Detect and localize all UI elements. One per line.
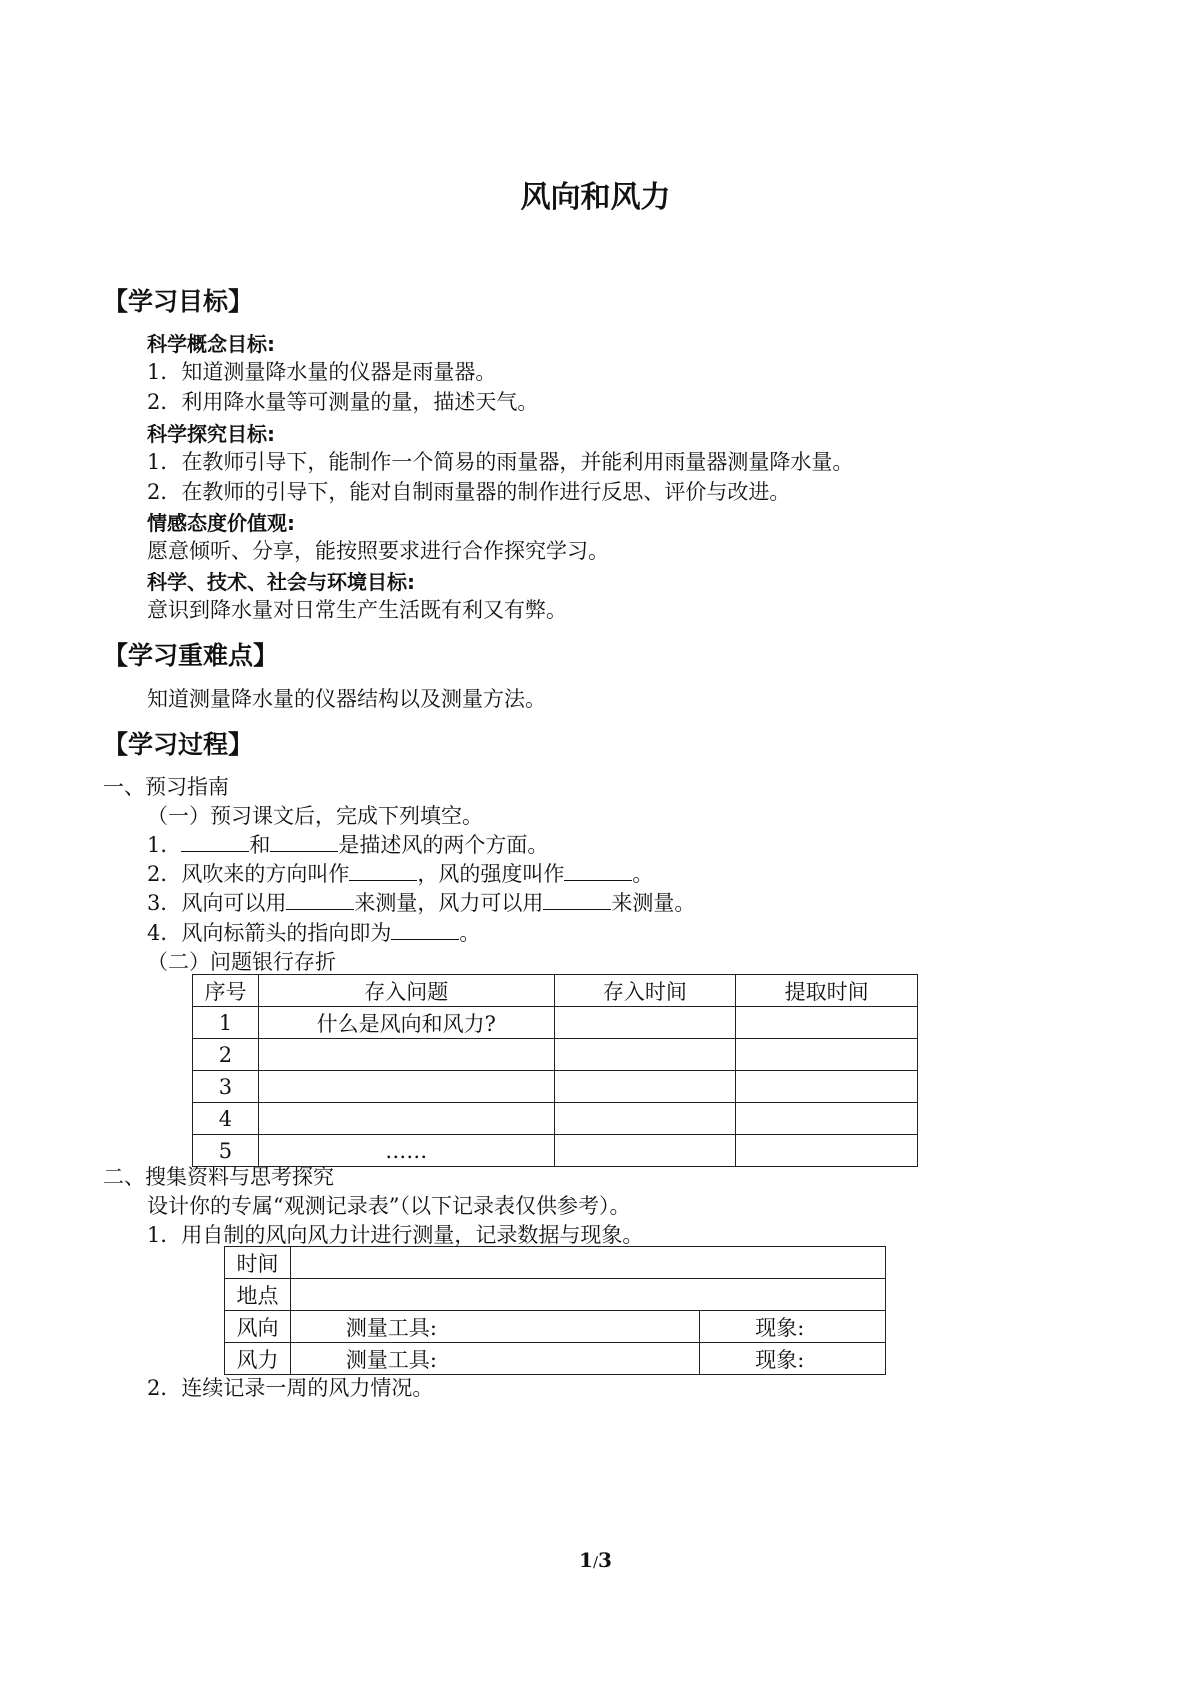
header-cell: 存入时间 — [554, 975, 736, 1007]
attitude-text: 愿意倾听、分享，能按照要求进行合作探究学习。 — [147, 539, 609, 563]
q2-blank-b[interactable] — [564, 860, 632, 881]
direction-tool-cell[interactable]: 测量工具: — [290, 1311, 699, 1343]
key-points-text: 知道测量降水量的仪器结构以及测量方法。 — [147, 687, 546, 711]
table-cell[interactable] — [554, 1135, 736, 1167]
table-row — [193, 1007, 918, 1039]
force-phenomenon-cell[interactable]: 现象: — [700, 1343, 886, 1375]
sts-title: 科学、技术、社会与环境目标: — [147, 570, 415, 594]
q1-blank-b[interactable] — [270, 831, 338, 852]
q4-blank[interactable] — [391, 919, 459, 940]
table-cell[interactable] — [554, 1039, 736, 1071]
table-cell: 2 — [193, 1039, 259, 1071]
part1-sub1: （一）预习课文后，完成下列填空。 — [147, 804, 483, 828]
table-cell: …… — [258, 1135, 554, 1167]
part2-item-2: 2．连续记录一周的风力情况。 — [147, 1376, 434, 1400]
q1-blank-a[interactable] — [181, 831, 249, 852]
table-row — [193, 1103, 918, 1135]
table-cell[interactable] — [736, 1007, 918, 1039]
process-heading: 【学习过程】 — [103, 730, 254, 759]
page-separator: / — [592, 1553, 599, 1571]
q2-end: 。 — [632, 862, 654, 886]
table-cell[interactable] — [736, 1103, 918, 1135]
table-row — [193, 1071, 918, 1103]
header-cell: 提取时间 — [736, 975, 918, 1007]
q1-end: 是描述风的两个方面。 — [338, 833, 549, 857]
page-number — [0, 1548, 1191, 1572]
total-pages: 3 — [598, 1548, 612, 1572]
part2-title: 二、搜集资料与思考探究 — [103, 1165, 334, 1189]
fill-question-2 — [147, 858, 653, 888]
table-cell[interactable] — [736, 1071, 918, 1103]
q4-end: 。 — [459, 921, 481, 945]
q3-blank-b[interactable] — [543, 889, 611, 910]
inquiry-goal-2: 2．在教师的引导下，能对自制雨量器的制作进行反思、评价与改进。 — [147, 480, 791, 504]
observation-record-table — [224, 1246, 886, 1375]
q4-pre: 4．风向标箭头的指向即为 — [147, 921, 392, 945]
header-cell: 序号 — [193, 975, 259, 1007]
table-cell[interactable] — [736, 1039, 918, 1071]
table-cell[interactable] — [258, 1071, 554, 1103]
inquiry-goal-1: 1．在教师引导下，能制作一个简易的雨量器，并能利用雨量器测量降水量。 — [147, 450, 854, 474]
wind-direction-label: 风向 — [225, 1311, 291, 1343]
part1-sub2: （二）问题银行存折 — [147, 950, 336, 974]
q3-blank-a[interactable] — [286, 889, 354, 910]
concept-goal-2: 2．利用降水量等可测量的量，描述天气。 — [147, 390, 539, 414]
fill-question-3 — [147, 887, 695, 917]
key-points-heading: 【学习重难点】 — [103, 641, 279, 670]
table-row — [225, 1343, 886, 1375]
place-label: 地点 — [225, 1279, 291, 1311]
table-row — [193, 1039, 918, 1071]
table-row — [225, 1247, 886, 1279]
inquiry-goals-title: 科学探究目标: — [147, 422, 275, 446]
attitude-title: 情感态度价值观: — [147, 511, 295, 535]
concept-goals-title: 科学概念目标: — [147, 332, 275, 356]
concept-goal-1: 1．知道测量降水量的仪器是雨量器。 — [147, 360, 497, 384]
table-cell: 4 — [193, 1103, 259, 1135]
q3-end: 来测量。 — [611, 891, 696, 915]
header-cell: 存入问题 — [258, 975, 554, 1007]
table-header-row — [193, 975, 918, 1007]
part1-title: 一、预习指南 — [103, 775, 229, 799]
q2-mid: ，风的强度叫作 — [417, 862, 565, 886]
table-cell: 3 — [193, 1071, 259, 1103]
time-value-cell[interactable] — [290, 1247, 885, 1279]
table-cell[interactable] — [554, 1071, 736, 1103]
current-page: 1 — [579, 1548, 593, 1572]
question-bank-table — [192, 974, 918, 1167]
q2-blank-a[interactable] — [349, 860, 417, 881]
table-cell: 1 — [193, 1007, 259, 1039]
part2-item-1: 1．用自制的风向风力计进行测量，记录数据与现象。 — [147, 1223, 644, 1247]
fill-question-4 — [147, 917, 480, 947]
table-cell[interactable] — [258, 1103, 554, 1135]
goals-heading: 【学习目标】 — [103, 287, 254, 316]
table-row — [225, 1279, 886, 1311]
force-tool-cell[interactable]: 测量工具: — [290, 1343, 699, 1375]
table-cell[interactable] — [736, 1135, 918, 1167]
q2-pre: 2．风吹来的方向叫作 — [147, 862, 350, 886]
time-label: 时间 — [225, 1247, 291, 1279]
page-title: 风向和风力 — [520, 180, 671, 215]
place-value-cell[interactable] — [290, 1279, 885, 1311]
part2-intro: 设计你的专属“观测记录表”（以下记录表仅供参考）。 — [147, 1194, 631, 1218]
q1-number: 1． — [147, 833, 182, 857]
table-cell: 什么是风向和风力? — [258, 1007, 554, 1039]
direction-phenomenon-cell[interactable]: 现象: — [700, 1311, 886, 1343]
q3-pre: 3．风向可以用 — [147, 891, 287, 915]
fill-question-1 — [147, 829, 548, 859]
sts-text: 意识到降水量对日常生产生活既有利又有弊。 — [147, 598, 567, 622]
table-cell[interactable] — [258, 1039, 554, 1071]
table-cell: 5 — [193, 1135, 259, 1167]
table-cell[interactable] — [554, 1103, 736, 1135]
table-row — [225, 1311, 886, 1343]
wind-force-label: 风力 — [225, 1343, 291, 1375]
q1-mid: 和 — [249, 833, 271, 857]
q3-mid: 来测量，风力可以用 — [354, 891, 544, 915]
table-cell[interactable] — [554, 1007, 736, 1039]
